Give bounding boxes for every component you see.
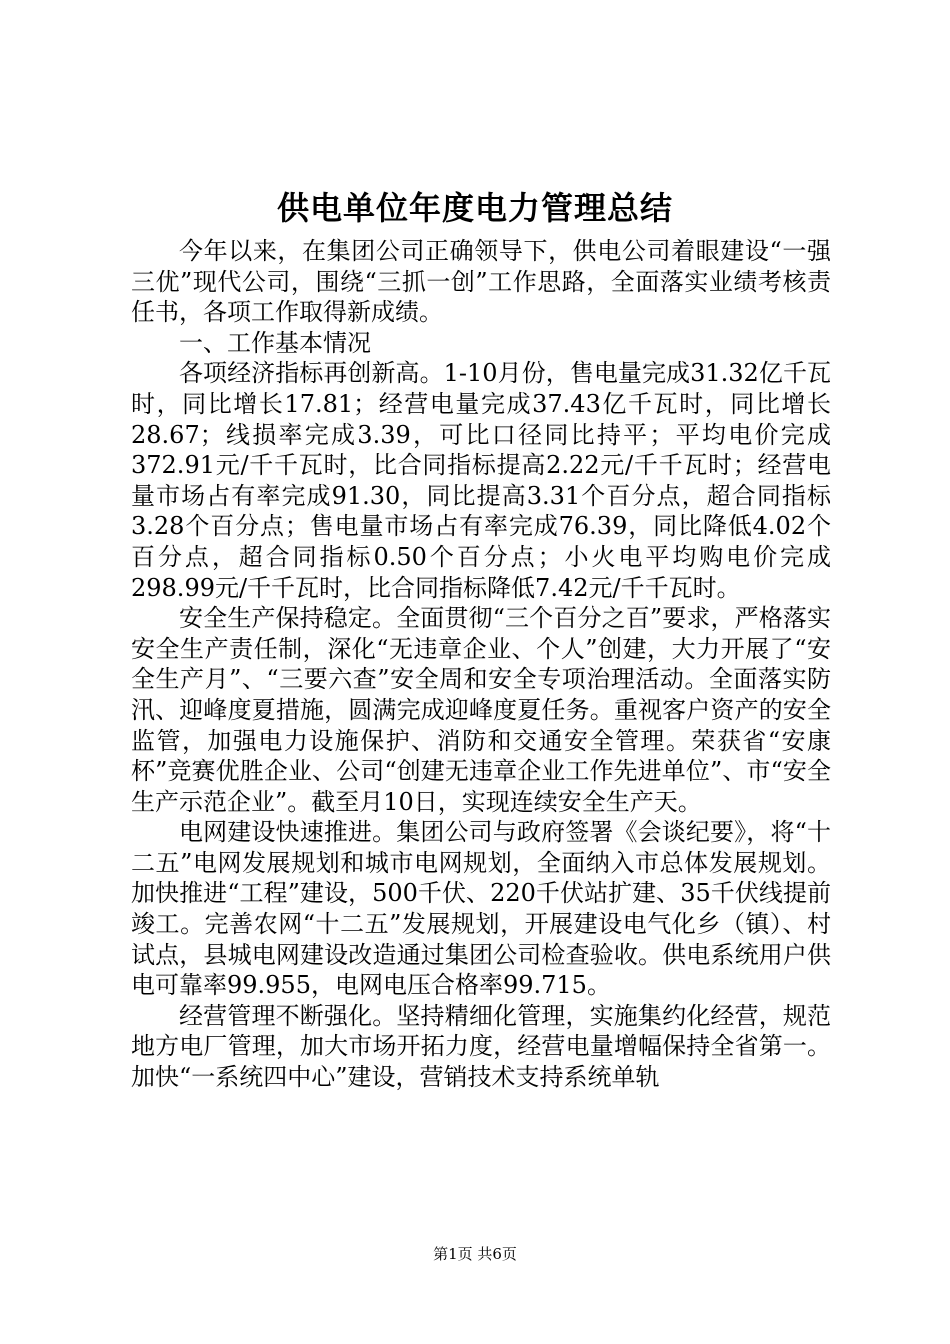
section-heading: 一、工作基本情况 <box>179 328 371 357</box>
paragraph-economic: 各项经济指标再创新高。1-10月份，售电量完成31.32亿千瓦时，同比增长17.81；经营电量完成37.43亿千瓦时，同比增长28.67；线损率完成3.39，可比口径同比持平；平均电价完成372.91元/千千瓦时，比合同指标提高2.22元/千千瓦时；经营电量市场占有率完成91.30，同比提高3.31个百分点，超合同指标3.28个百分点；售电量市场占有率完成76.39，同比降低4.02个百分点，超合同指标0.50个百分点；小火电平均购电价完成298.99元/千千瓦时，比合同指标降低7.42元/千千瓦时。 <box>131 359 831 602</box>
page-footer: 第1页 共6页 <box>433 1245 517 1263</box>
document-body <box>131 236 831 1093</box>
paragraph-intro: 今年以来，在集团公司正确领导下，供电公司着眼建设“一强三优”现代公司，围绕“三抓一创”工作思路，全面落实业绩考核责任书，各项工作取得新成绩。 <box>131 237 831 327</box>
document-title: 供电单位年度电力管理总结 <box>276 189 673 227</box>
paragraph-safety: 安全生产保持稳定。全面贯彻“三个百分之百”要求，严格落实安全生产责任制，深化“无违章企业、个人”创建，大力开展了“安全生产月”、“三要六查”安全周和安全专项治理活动。全面落实防汛、迎峰度夏措施，圆满完成迎峰度夏任务。重视客户资产的安全监管，加强电力设施保护、消防和交通安全管理。荣获省“安康杯”竞赛优胜企业、公司“创建无违章企业工作先进单位”、市“安全生产示范企业”。截至月10日，实现连续安全生产天。 <box>131 604 831 816</box>
paragraph-grid: 电网建设快速推进。集团公司与政府签署《会谈纪要》，将“十二五”电网发展规划和城市电网规划，全面纳入市总体发展规划。加快推进“工程”建设，500千伏、220千伏站扩建、35千伏线提前竣工。完善农网“十二五”发展规划，开展建设电气化乡（镇）、村试点，县城电网建设改造通过集团公司检查验收。供电系统用户供电可靠率99.955，电网电压合格率99.715。 <box>131 818 831 1000</box>
paragraph-management: 经营管理不断强化。坚持精细化管理，实施集约化经营，规范地方电厂管理，加大市场开拓力度，经营电量增幅保持全省第一。加快“一系统四中心”建设，营销技术支持系统单轨 <box>131 1001 831 1092</box>
